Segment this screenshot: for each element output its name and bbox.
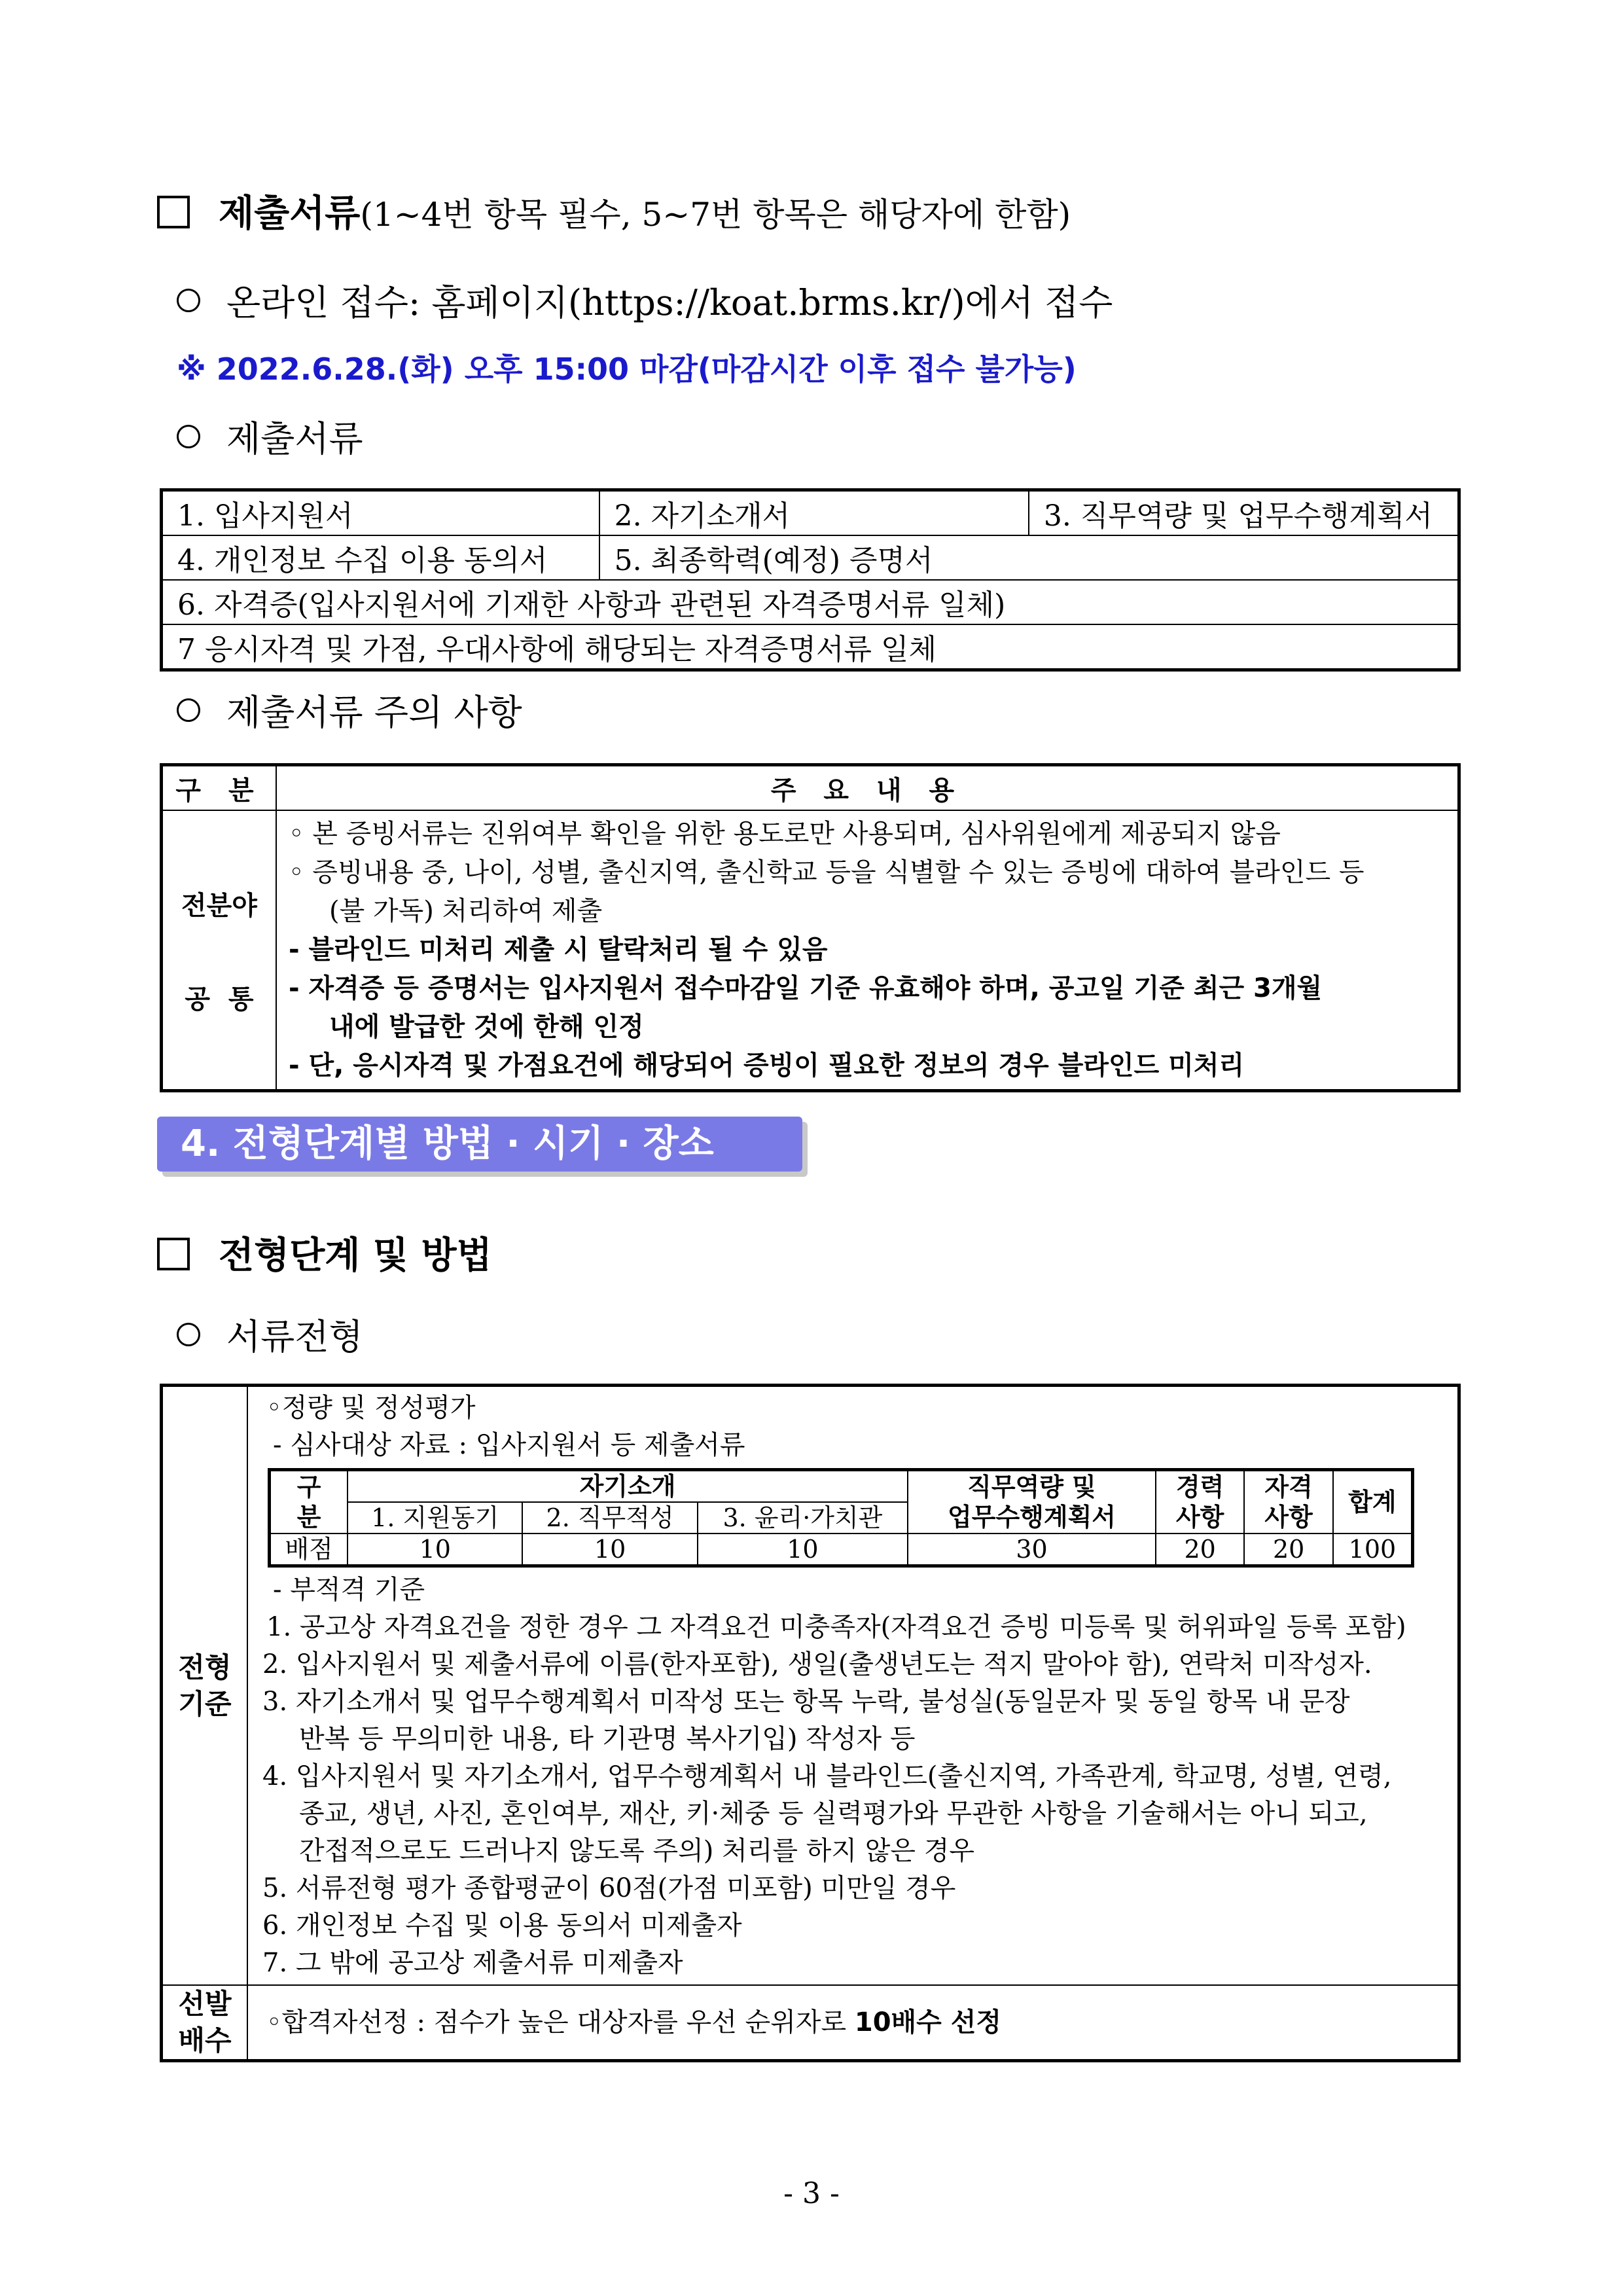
disqualification-line: 간접적으로도 드러나지 않도록 주의) 처리를 하지 않은 경우 bbox=[299, 1836, 974, 1866]
section-heading-screening bbox=[157, 1227, 492, 1279]
caution-line-bold: - 자격증 등 증명서는 입사지원서 접수마감일 기준 유효해야 하며, 공고일 기준 최근 3개월 bbox=[289, 973, 1323, 1003]
criteria-line: ◦정량 및 정성평가 bbox=[266, 1393, 476, 1423]
score-value: 20 bbox=[1156, 1534, 1244, 1566]
selection-ratio-text: ◦합격자선정 : 점수가 높은 대상자를 우선 순위자로 bbox=[266, 2007, 855, 2037]
doc-item-7: 7 응시자격 및 가점, 우대사항에 해당되는 자격증명서류 일체 bbox=[162, 624, 1459, 670]
disqualification-line: 1. 공고상 자격요건을 정한 경우 그 자격요건 미충족자(자격요건 증빙 미등록 및 허위파일 등록 포함) bbox=[266, 1612, 1406, 1642]
caution-line-bold: - 단, 응시자격 및 가점요건에 해당되어 증빙이 필요한 정보의 경우 블라인드 미처리 bbox=[289, 1050, 1245, 1081]
caution-heading bbox=[177, 685, 522, 735]
section-subtitle: (1~4번 항목 필수, 5~7번 항목은 해당자에 한함) bbox=[360, 196, 1071, 234]
selection-ratio-label bbox=[162, 1985, 248, 2061]
caution-line-bold: - 블라인드 미처리 제출 시 탈락처리 될 수 있음 bbox=[289, 935, 828, 965]
documents-table bbox=[160, 488, 1461, 672]
score-value: 10 bbox=[698, 1534, 908, 1566]
score-header-self-intro: 자기소개 bbox=[348, 1470, 908, 1503]
score-header-motivation: 1. 지원동기 bbox=[348, 1502, 522, 1534]
selection-ratio-content bbox=[247, 1985, 1459, 2061]
selection-ratio-label-line2: 배수 bbox=[178, 2024, 232, 2056]
disqualification-line: 3. 자기소개서 및 업무수행계획서 미작성 또는 항목 누락, 불성실(동일문자 및 동일 항목 내 문장 bbox=[262, 1687, 1350, 1717]
score-header-aptitude: 2. 직무적성 bbox=[522, 1502, 697, 1534]
screening-heading-text: 서류전형 bbox=[226, 1316, 363, 1357]
caution-line-bold: 내에 발급한 것에 한해 인정 bbox=[329, 1012, 644, 1042]
score-header-category-line1: 구 bbox=[296, 1473, 321, 1501]
caution-col-content: 주 요 내 용 bbox=[276, 765, 1459, 811]
checkbox-square-icon bbox=[157, 1238, 190, 1270]
doc-item-6: 6. 자격증(입사지원서에 기재한 사항과 관련된 자격증명서류 일체) bbox=[162, 580, 1459, 624]
doc-item-3: 3. 직무역량 및 업무수행계획서 bbox=[1029, 490, 1459, 536]
score-header-total: 합계 bbox=[1333, 1470, 1413, 1534]
screening-criteria-label bbox=[162, 1386, 248, 1986]
score-header-career-line1: 경력 bbox=[1175, 1473, 1224, 1501]
screening-table bbox=[160, 1384, 1461, 2062]
section-title: 제출서류 bbox=[219, 192, 361, 235]
score-header-career-line2: 사항 bbox=[1175, 1503, 1224, 1532]
score-table bbox=[268, 1468, 1414, 1568]
caution-category-line2: 공 통 bbox=[185, 984, 254, 1014]
caution-line: ◦ 증빙내용 중, 나이, 성별, 출신지역, 출신학교 등을 식별할 수 있는 증빙에 대하여 블라인드 등 bbox=[289, 857, 1364, 888]
section-title: 전형단계 및 방법 bbox=[219, 1234, 492, 1277]
screening-criteria-label-line1: 전형 bbox=[178, 1651, 232, 1683]
docs-heading bbox=[177, 411, 363, 461]
score-header-license-line1: 자격 bbox=[1264, 1473, 1313, 1501]
caution-line: ◦ 본 증빙서류는 진위여부 확인을 위한 용도로만 사용되며, 심사위원에게 제공되지 않음 bbox=[289, 819, 1281, 849]
section-heading-documents bbox=[157, 185, 1071, 237]
doc-item-4: 4. 개인정보 수집 이용 동의서 bbox=[162, 535, 599, 580]
score-header-plan-line1: 직무역량 및 bbox=[967, 1473, 1096, 1501]
score-value: 20 bbox=[1244, 1534, 1332, 1566]
disqualification-line: 종교, 생년, 사진, 혼인여부, 재산, 키·체중 등 실력평가와 무관한 사항을 기술해서는 아니 되고, bbox=[299, 1799, 1368, 1829]
circle-bullet-icon bbox=[177, 289, 200, 312]
score-header-ethics: 3. 윤리·가치관 bbox=[698, 1502, 908, 1534]
caution-line: (불 가독) 처리하여 제출 bbox=[329, 896, 603, 926]
section-banner: 4. 전형단계별 방법 · 시기 · 장소 bbox=[157, 1117, 802, 1172]
caution-category bbox=[162, 810, 277, 1091]
doc-item-2: 2. 자기소개서 bbox=[599, 490, 1029, 536]
circle-bullet-icon bbox=[177, 1323, 200, 1346]
score-header-category bbox=[270, 1470, 348, 1534]
score-value: 10 bbox=[522, 1534, 697, 1566]
disqualification-line: 4. 입사지원서 및 자기소개서, 업무수행계획서 내 블라인드(출신지역, 가족관계, 학교명, 성별, 연령, bbox=[262, 1761, 1392, 1791]
score-header-plan bbox=[908, 1470, 1156, 1534]
disqualification-title: - 부적격 기준 bbox=[273, 1575, 425, 1605]
score-value: 10 bbox=[348, 1534, 522, 1566]
caution-content bbox=[276, 810, 1459, 1091]
circle-bullet-icon bbox=[177, 425, 200, 448]
score-header-plan-line2: 업무수행계획서 bbox=[948, 1503, 1116, 1532]
selection-ratio-bold: 10배수 선정 bbox=[854, 2007, 1002, 2037]
disqualification-line: 6. 개인정보 수집 및 이용 동의서 미제출자 bbox=[262, 1910, 742, 1941]
disqualification-line: 반복 등 무의미한 내용, 타 기관명 복사기입) 작성자 등 bbox=[299, 1724, 916, 1754]
screening-heading bbox=[177, 1309, 363, 1359]
score-header-license bbox=[1244, 1470, 1332, 1534]
doc-item-1: 1. 입사지원서 bbox=[162, 490, 599, 536]
checkbox-square-icon bbox=[157, 196, 190, 228]
caution-col-category: 구 분 bbox=[162, 765, 277, 811]
online-application bbox=[177, 275, 1113, 325]
screening-criteria-content bbox=[247, 1386, 1459, 1986]
selection-ratio-label-line1: 선발 bbox=[178, 1988, 232, 2020]
caution-table bbox=[160, 763, 1461, 1092]
doc-item-5: 5. 최종학력(예정) 증명서 bbox=[599, 535, 1459, 580]
score-header-category-line2: 분 bbox=[296, 1503, 321, 1532]
docs-heading-text: 제출서류 bbox=[226, 418, 363, 459]
page-number: - 3 - bbox=[783, 2177, 840, 2210]
screening-criteria-label-line2: 기준 bbox=[178, 1687, 232, 1720]
disqualification-line: 7. 그 밖에 공고상 제출서류 미제출자 bbox=[262, 1948, 683, 1978]
score-header-license-line2: 사항 bbox=[1264, 1503, 1313, 1532]
disqualification-line: 5. 서류전형 평가 종합평균이 60점(가점 미포함) 미만일 경우 bbox=[262, 1873, 956, 1903]
score-header-career bbox=[1156, 1470, 1244, 1534]
disqualification-line: 2. 입사지원서 및 제출서류에 이름(한자포함), 생일(출생년도는 적지 말아야 함), 연락처 미작성자. bbox=[262, 1649, 1372, 1679]
online-application-text: 온라인 접수: 홈페이지(https://koat.brms.kr/)에서 접수 bbox=[226, 282, 1113, 323]
score-value: 30 bbox=[908, 1534, 1156, 1566]
caution-heading-text: 제출서류 주의 사항 bbox=[226, 692, 522, 733]
score-row-label: 배점 bbox=[270, 1534, 348, 1566]
caution-category-line1: 전분야 bbox=[181, 890, 257, 921]
deadline-note: ※ 2022.6.28.(화) 오후 15:00 마감(마감시간 이후 접수 불가능) bbox=[177, 351, 1077, 387]
circle-bullet-icon bbox=[177, 698, 200, 722]
criteria-line: - 심사대상 자료 : 입사지원서 등 제출서류 bbox=[273, 1430, 745, 1460]
score-value: 100 bbox=[1333, 1534, 1413, 1566]
